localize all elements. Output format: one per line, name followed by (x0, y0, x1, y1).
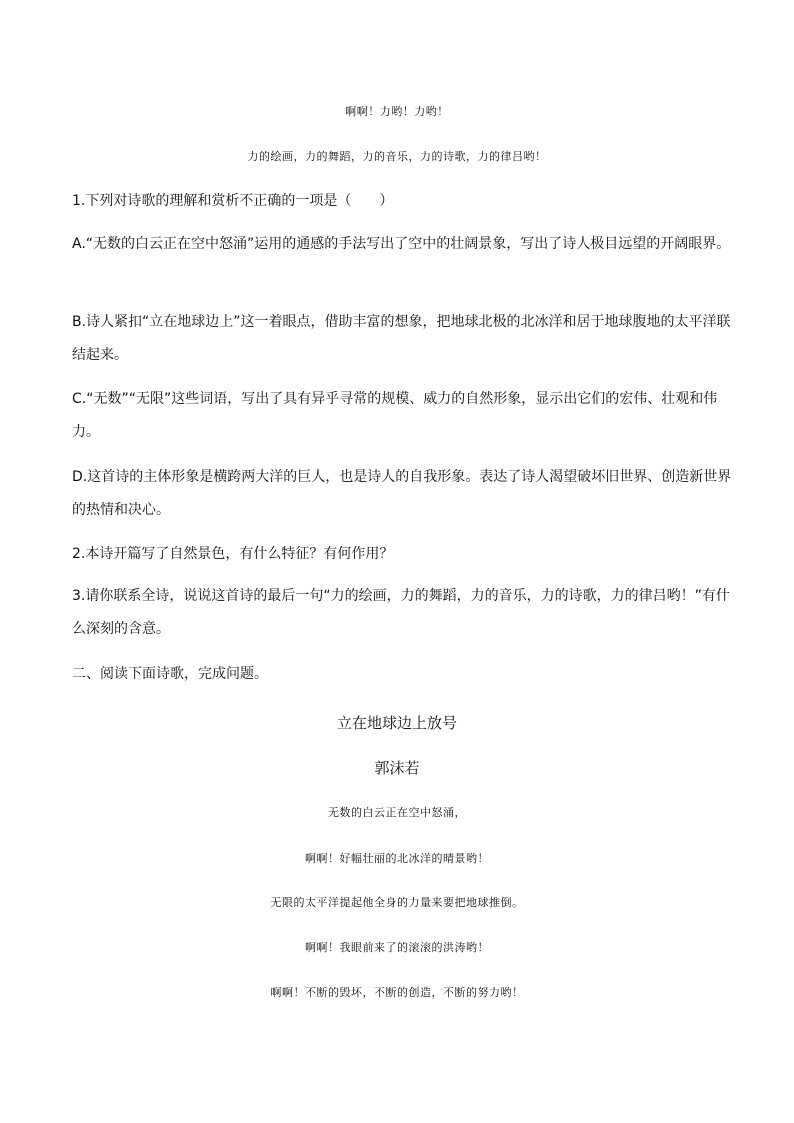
option-a: A.“无数的白云正在空中怒涌”运用的通感的手法写出了空中的壮阔景象，写出了诗人极目远望的开阔眼界。 (72, 236, 731, 252)
option-d: D.这首诗的主体形象是横跨两大洋的巨人，也是诗人的自我形象。表达了诗人渴望破坏旧世界、创造新世界的热情和决心。 (72, 469, 732, 518)
section-heading: 二、阅读下面诗歌，完成问题。 (72, 666, 268, 682)
poem-line: 啊啊！我眼前来了的滚滚的洪涛哟！ (305, 941, 489, 954)
question-3: 3.请你联系全诗，说说这首诗的最后一句“力的绘画，力的舞蹈，力的音乐，力的诗歌，力的律吕哟！”有什么深刻的含意。 (72, 588, 730, 637)
poem-line: 啊啊！好幅壮丽的北冰洋的晴景哟！ (305, 852, 489, 865)
poem-line: 力的绘画，力的舞蹈，力的音乐，力的诗歌，力的律吕哟！ (247, 150, 547, 163)
poem-line: 无数的白云正在空中怒涌， (328, 806, 466, 819)
option-c: C.“无数”“无限”这些词语，写出了具有异乎寻常的规模、威力的自然形象，显示出它们的宏伟、壮观和伟力。 (72, 391, 718, 440)
poem-line: 无限的太平洋提起他全身的力量来要把地球推倒。 (270, 896, 524, 909)
poem-title: 立在地球边上放号 (336, 714, 457, 732)
poem-author: 郭沫若 (374, 759, 420, 777)
poem-line: 啊啊！不断的毁坏，不断的创造，不断的努力哟！ (270, 986, 524, 999)
option-b: B.诗人紧扣“立在地球边上”这一着眼点，借助丰富的想象，把地球北极的北冰洋和居于地球腹地的太平洋联结起来。 (72, 314, 731, 363)
question-2: 2.本诗开篇写了自然景色，有什么特征？有何作用？ (72, 546, 394, 562)
question-1: 1.下列对诗歌的理解和赏析不正确的一项是（ ） (72, 193, 394, 209)
poem-line: 啊啊！力哟！力哟！ (345, 105, 449, 118)
